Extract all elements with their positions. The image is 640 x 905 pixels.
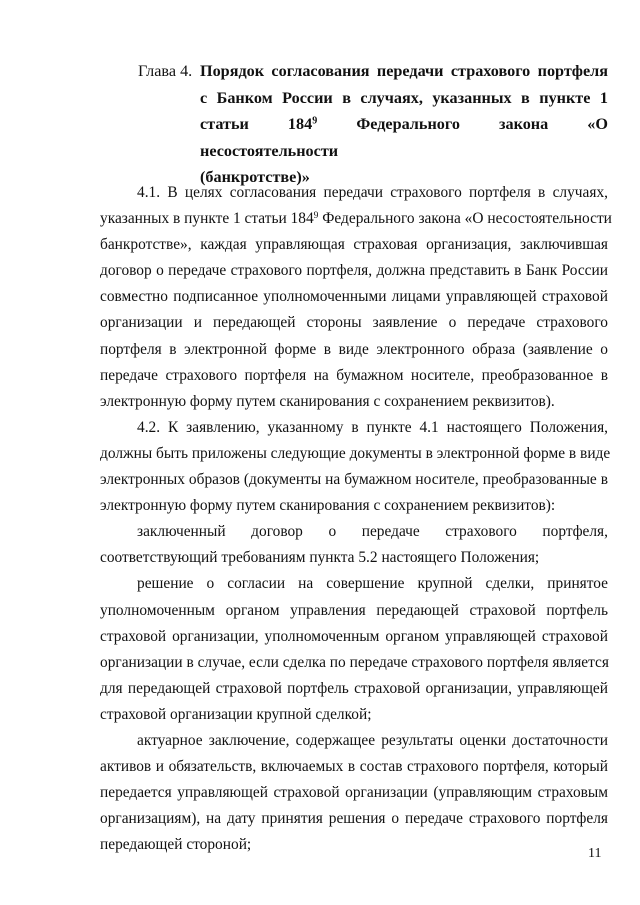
text-line: страховой организации крупной сделкой; [100,705,372,723]
text-segment: указанных в пункте 1 статьи 184 [100,210,314,228]
chapter-heading [138,58,608,191]
paragraph-4-2 [100,415,611,519]
superscript: 9 [312,115,318,127]
text-line: передается управляющей страховой организации (управляющим страховым [100,784,608,802]
text-line: решение о согласии на совершение крупной сделки, принятое [137,575,608,593]
list-item-contract [100,519,608,571]
chapter-title [200,58,608,191]
text-line: должны быть приложены следующие документы в электронной форме в виде [100,444,611,462]
text-line: организации в случае, если сделка по передаче страхового портфеля является [100,653,609,671]
text-segment: Федерального закона «О несостоятельности [318,210,612,228]
text-line: совместно подписанное уполномоченными лицами управляющей страховой [100,288,608,306]
list-item-actuarial [100,728,608,858]
text-line: 4.2. К заявлению, указанному в пункте 4.1 настоящего Положения, [137,418,608,436]
text-line [100,206,612,232]
chapter-title-text: статьи 184 [200,115,313,133]
text-line: страховой организации, уполномоченным органом управляющей страховой [100,627,608,645]
text-line: соответствующий требованиям пункта 5.2 настоящего Положения; [100,549,540,567]
text-line: организации и передающей стороны заявление о передаче страхового [100,314,608,332]
chapter-title-line: Порядок согласования передачи страхового портфеля [200,62,608,80]
chapter-title-line: (банкротстве)» [200,168,310,186]
text-line: электронную форму путем сканирования с сохранением реквизитов). [100,392,555,410]
text-line: передаче страхового портфеля на бумажном носителе, преобразованное в [100,366,608,384]
chapter-title-line: с Банком России в случаях, указанных в пункте 1 [200,88,608,107]
text-line: 4.1. В целях согласования передачи страхового портфеля в случаях, [137,184,608,201]
text-line: электронных образов (документы на бумажном носителе, преобразованные в [100,471,608,489]
text-line: заключенный договор о передаче страхового портфеля, [137,523,608,541]
chapter-number: Глава 4. [138,62,193,80]
page-number: 11 [588,846,602,861]
text-line: передающей стороной; [100,836,252,854]
text-line: банкротстве», каждая управляющая страховая организация, заключившая [100,236,608,254]
text-line: договор о передаче страхового портфеля, должна представить в Банк России [100,262,608,280]
text-line: уполномоченным органом управления передающей страховой портфель [100,601,608,619]
superscript: 9 [313,209,319,221]
text-line: активов и обязательств, включаемых в состав страхового портфеля, который [100,758,608,776]
chapter-title-text: Федерального закона «О несостоятельности [200,115,608,160]
list-item-decision [100,571,608,728]
paragraph-4-1 [100,180,612,415]
text-line: организациям), на дату принятия решения о передаче страхового портфеля [100,810,608,828]
text-line: для передающей страховой портфель страховой организации, управляющей [100,679,608,697]
text-line: портфеля в электронной форме в виде электронного образа (заявление о [100,340,608,358]
text-line: электронную форму путем сканирования с сохранением реквизитов): [100,497,556,515]
chapter-title-line [200,111,608,164]
body-text [100,180,612,858]
text-line: актуарное заключение, содержащее результаты оценки достаточности [137,731,608,749]
